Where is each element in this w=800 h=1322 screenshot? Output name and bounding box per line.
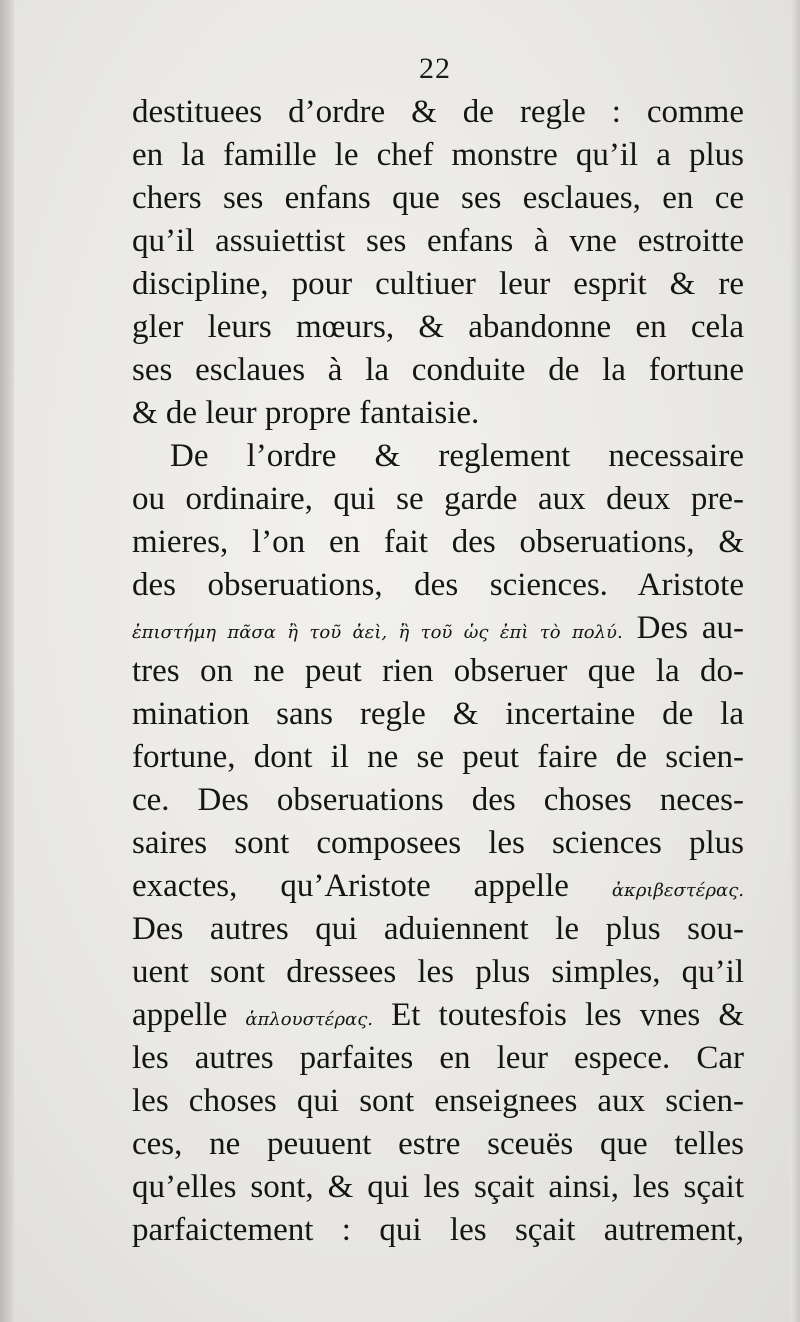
text-line: en la famille le chef monstre qu’il a plus (132, 137, 744, 173)
text-line: chers ses enfans que ses esclaues, en ce (132, 180, 744, 216)
text-line: appelle ἁπλουστέρας. Et toutesfois les vnes & (132, 997, 745, 1033)
text-line: qu’elles sont, & qui les sçait ainsi, les sçait (132, 1169, 744, 1205)
text-line: De l’ordre & reglement necessaire (170, 438, 744, 474)
greek-word: ἁπλουστέρας. (245, 1009, 374, 1030)
text-line: les autres parfaites en leur espece. Car (132, 1040, 744, 1076)
text-line: parfaictement : qui les sçait autrement, (132, 1212, 744, 1248)
text-line: exactes, qu’Aristote appelle ἀκριβεστέρας. (132, 868, 744, 904)
page-number: 22 (419, 52, 451, 85)
text-line: ἐπιστήμη πᾶσα ἢ τοῦ ἀεὶ, ἢ τοῦ ὡς ἐπὶ τὸ πολύ. Des au- (132, 610, 744, 646)
greek-quotation: ἐπιστήμη πᾶσα ἢ τοῦ ἀεὶ, ἢ τοῦ ὡς ἐπὶ τὸ πολύ. (132, 622, 623, 643)
text-line: ces, ne peuuent estre sceuës que telles (132, 1126, 744, 1162)
text-line: tres on ne peut rien obseruer que la do- (132, 653, 744, 689)
greek-word: ἀκριβεστέρας. (611, 880, 744, 901)
text-line: mieres, l’on en fait des obseruations, & (132, 524, 744, 560)
text-line: des obseruations, des sciences. Aristote (132, 567, 744, 603)
text-line: saires sont composees les sciences plus (132, 825, 744, 861)
text-line: qu’il assuiettist ses enfans à vne estroitte (132, 223, 744, 259)
page-gutter (0, 0, 14, 1322)
text-line: Des autres qui aduiennent le plus sou- (132, 911, 744, 947)
text-line: fortune, dont il ne se peut faire de scien- (132, 739, 744, 775)
page-edge (790, 0, 800, 1322)
text-line: ses esclaues à la conduite de la fortune (132, 352, 744, 388)
text-line: discipline, pour cultiuer leur esprit & re (132, 266, 744, 302)
text-line: les choses qui sont enseignees aux scien- (132, 1083, 744, 1119)
text-line: & de leur propre fantaisie. (132, 395, 480, 431)
text-line: ou ordinaire, qui se garde aux deux pre- (132, 481, 744, 517)
text-line: destituees d’ordre & de regle : comme (132, 94, 744, 130)
text-line: mination sans regle & incertaine de la (132, 696, 744, 732)
text-line: ce. Des obseruations des choses neces- (132, 782, 744, 818)
text-line: uent sont dressees les plus simples, qu’il (132, 954, 744, 990)
text-line: gler leurs mœurs, & abandonne en cela (132, 309, 744, 345)
